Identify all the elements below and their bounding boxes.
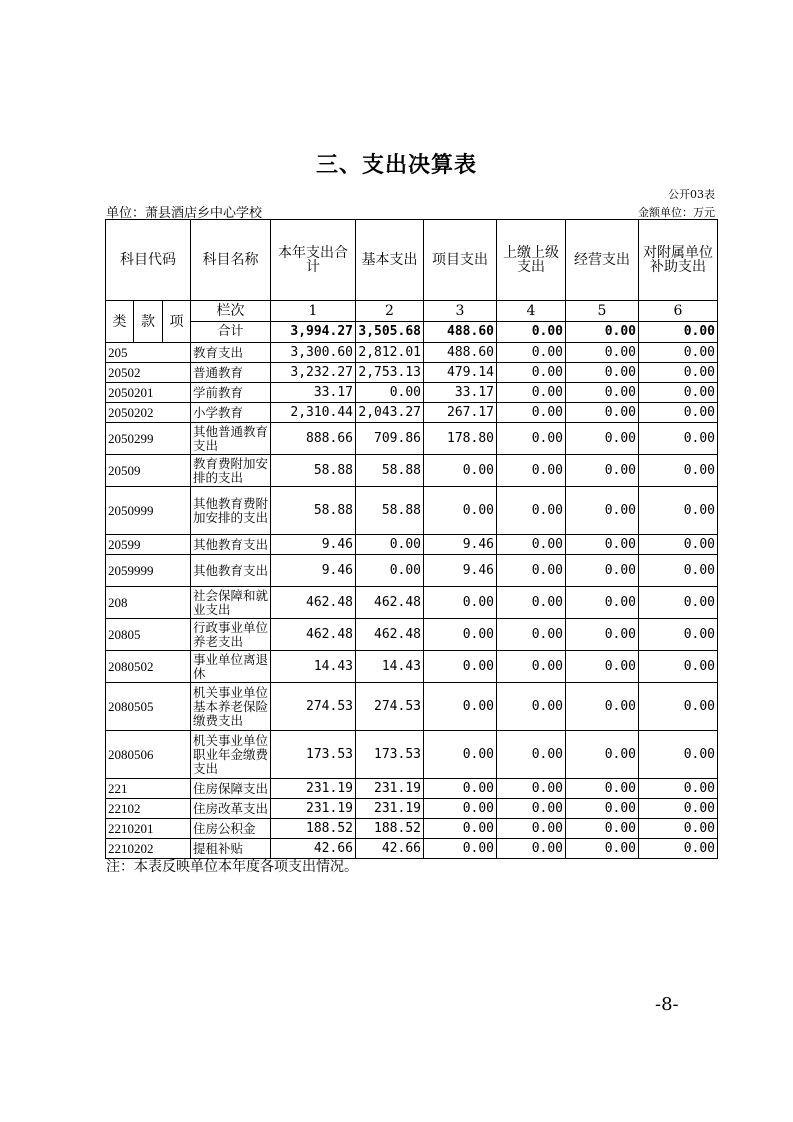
amount-cell-c4: 0.00 xyxy=(497,819,566,839)
subject-name-cell: 机关事业单位基本养老保险缴费支出 xyxy=(191,683,271,731)
amount-cell-c1: 188.52 xyxy=(271,819,356,839)
table-row xyxy=(106,535,718,555)
subject-code-cell: 208 xyxy=(106,587,191,619)
amount-cell-c1: 2,310.44 xyxy=(271,403,356,423)
subject-code-cell: 2050201 xyxy=(106,383,191,403)
amount-cell-c5: 0.00 xyxy=(566,555,639,587)
amount-cell-c5: 0.00 xyxy=(566,455,639,487)
amount-cell-c1: 231.19 xyxy=(271,799,356,819)
header-remit-superior: 上缴上级支出 xyxy=(497,220,566,301)
subject-code-cell: 2080505 xyxy=(106,683,191,731)
amount-cell-c4: 0.00 xyxy=(497,535,566,555)
amount-cell-c4: 0.00 xyxy=(497,683,566,731)
amount-cell-c6: 0.00 xyxy=(639,799,718,819)
page-title: 三、支出决算表 xyxy=(315,152,477,178)
subject-name-cell: 教育费附加安排的支出 xyxy=(191,455,271,487)
amount-cell-c5: 0.00 xyxy=(566,587,639,619)
amount-cell-c6: 0.00 xyxy=(639,455,718,487)
total-c4: 0.00 xyxy=(497,322,566,343)
amount-cell-c3: 0.00 xyxy=(424,587,497,619)
amount-cell-c2: 462.48 xyxy=(356,619,424,651)
table-row xyxy=(106,651,718,683)
reporting-unit: 单位：萧县酒店乡中心学校 xyxy=(106,206,263,221)
amount-cell-c1: 462.48 xyxy=(271,619,356,651)
subject-code-cell: 221 xyxy=(106,779,191,799)
total-c5: 0.00 xyxy=(566,322,639,343)
subject-code-cell: 2059999 xyxy=(106,555,191,587)
amount-cell-c4: 0.00 xyxy=(497,555,566,587)
amount-cell-c6: 0.00 xyxy=(639,619,718,651)
subject-code-cell: 20502 xyxy=(106,363,191,383)
amount-cell-c1: 3,232.27 xyxy=(271,363,356,383)
amount-cell-c1: 462.48 xyxy=(271,587,356,619)
amount-cell-c2: 58.88 xyxy=(356,455,424,487)
amount-cell-c3: 0.00 xyxy=(424,839,497,859)
amount-cell-c3: 267.17 xyxy=(424,403,497,423)
table-row xyxy=(106,619,718,651)
amount-cell-c2: 42.66 xyxy=(356,839,424,859)
amount-cell-c1: 3,300.60 xyxy=(271,343,356,363)
subject-code-cell: 205 xyxy=(106,343,191,363)
amount-cell-c4: 0.00 xyxy=(497,403,566,423)
currency-unit: 金额单位：万元 xyxy=(638,206,715,219)
amount-cell-c1: 274.53 xyxy=(271,683,356,731)
page-number: -8- xyxy=(655,994,679,1015)
amount-cell-c2: 2,043.27 xyxy=(356,403,424,423)
amount-cell-c2: 0.00 xyxy=(356,535,424,555)
amount-cell-c3: 0.00 xyxy=(424,683,497,731)
amount-cell-c4: 0.00 xyxy=(497,423,566,455)
table-row xyxy=(106,455,718,487)
amount-cell-c3: 0.00 xyxy=(424,619,497,651)
subject-name-cell: 教育支出 xyxy=(191,343,271,363)
table-row xyxy=(106,683,718,731)
header-subsidiary-subsidy: 对附属单位补助支出 xyxy=(639,220,718,301)
subject-name-cell: 社会保障和就业支出 xyxy=(191,587,271,619)
header-total-expenditure: 本年支出合计 xyxy=(271,220,356,301)
amount-cell-c5: 0.00 xyxy=(566,819,639,839)
amount-cell-c3: 0.00 xyxy=(424,455,497,487)
amount-cell-c1: 33.17 xyxy=(271,383,356,403)
subject-name-cell: 小学教育 xyxy=(191,403,271,423)
subject-name-cell: 行政事业单位养老支出 xyxy=(191,619,271,651)
amount-cell-c1: 42.66 xyxy=(271,839,356,859)
subject-code-cell: 2050999 xyxy=(106,487,191,535)
amount-cell-c2: 2,812.01 xyxy=(356,343,424,363)
subject-name-cell: 其他教育费附加安排的支出 xyxy=(191,487,271,535)
amount-cell-c6: 0.00 xyxy=(639,651,718,683)
column-number-row xyxy=(106,301,718,322)
amount-cell-c6: 0.00 xyxy=(639,731,718,779)
amount-cell-c6: 0.00 xyxy=(639,363,718,383)
table-row xyxy=(106,731,718,779)
amount-cell-c2: 0.00 xyxy=(356,555,424,587)
amount-cell-c3: 9.46 xyxy=(424,555,497,587)
table-row xyxy=(106,343,718,363)
subject-name-cell: 提租补贴 xyxy=(191,839,271,859)
amount-cell-c2: 0.00 xyxy=(356,383,424,403)
subject-name-cell: 其他普通教育支出 xyxy=(191,423,271,455)
header-project-expenditure: 项目支出 xyxy=(424,220,497,301)
table-row xyxy=(106,819,718,839)
amount-cell-c4: 0.00 xyxy=(497,779,566,799)
amount-cell-c2: 188.52 xyxy=(356,819,424,839)
amount-cell-c3: 0.00 xyxy=(424,731,497,779)
form-number: 公开03表 xyxy=(668,188,715,201)
amount-cell-c6: 0.00 xyxy=(639,403,718,423)
amount-cell-c3: 9.46 xyxy=(424,535,497,555)
subject-code-cell: 2050202 xyxy=(106,403,191,423)
amount-cell-c1: 58.88 xyxy=(271,487,356,535)
amount-cell-c5: 0.00 xyxy=(566,343,639,363)
amount-cell-c4: 0.00 xyxy=(497,487,566,535)
amount-cell-c2: 58.88 xyxy=(356,487,424,535)
total-c3: 488.60 xyxy=(424,322,497,343)
amount-cell-c5: 0.00 xyxy=(566,403,639,423)
col-num-2: 2 xyxy=(356,301,424,322)
amount-cell-c6: 0.00 xyxy=(639,779,718,799)
amount-cell-c3: 0.00 xyxy=(424,799,497,819)
total-c6: 0.00 xyxy=(639,322,718,343)
amount-cell-c5: 0.00 xyxy=(566,535,639,555)
amount-cell-c5: 0.00 xyxy=(566,363,639,383)
amount-cell-c5: 0.00 xyxy=(566,683,639,731)
amount-cell-c6: 0.00 xyxy=(639,555,718,587)
total-row xyxy=(106,322,718,343)
subject-code-cell: 2210202 xyxy=(106,839,191,859)
amount-cell-c5: 0.00 xyxy=(566,799,639,819)
amount-cell-c4: 0.00 xyxy=(497,343,566,363)
amount-cell-c5: 0.00 xyxy=(566,423,639,455)
expenditure-table xyxy=(105,219,718,859)
amount-cell-c2: 14.43 xyxy=(356,651,424,683)
amount-cell-c4: 0.00 xyxy=(497,839,566,859)
amount-cell-c6: 0.00 xyxy=(639,383,718,403)
header-subject-code: 科目代码 xyxy=(106,220,191,301)
table-row xyxy=(106,487,718,535)
amount-cell-c2: 709.86 xyxy=(356,423,424,455)
subject-code-cell: 2080502 xyxy=(106,651,191,683)
subject-code-cell: 20509 xyxy=(106,455,191,487)
amount-cell-c5: 0.00 xyxy=(566,651,639,683)
amount-cell-c3: 178.80 xyxy=(424,423,497,455)
amount-cell-c5: 0.00 xyxy=(566,383,639,403)
header-kuan: 款 xyxy=(134,301,163,343)
total-c2: 3,505.68 xyxy=(356,322,424,343)
amount-cell-c5: 0.00 xyxy=(566,731,639,779)
amount-cell-c2: 173.53 xyxy=(356,731,424,779)
subject-name-cell: 学前教育 xyxy=(191,383,271,403)
amount-cell-c1: 14.43 xyxy=(271,651,356,683)
amount-cell-c6: 0.00 xyxy=(639,343,718,363)
amount-cell-c4: 0.00 xyxy=(497,651,566,683)
amount-cell-c4: 0.00 xyxy=(497,363,566,383)
amount-cell-c6: 0.00 xyxy=(639,839,718,859)
amount-cell-c6: 0.00 xyxy=(639,535,718,555)
amount-cell-c3: 0.00 xyxy=(424,779,497,799)
subject-name-cell: 住房改革支出 xyxy=(191,799,271,819)
subject-code-cell: 20599 xyxy=(106,535,191,555)
col-num-3: 3 xyxy=(424,301,497,322)
amount-cell-c5: 0.00 xyxy=(566,487,639,535)
amount-cell-c6: 0.00 xyxy=(639,683,718,731)
total-label: 合计 xyxy=(191,322,271,343)
amount-cell-c4: 0.00 xyxy=(497,619,566,651)
subject-name-cell: 住房公积金 xyxy=(191,819,271,839)
table-row xyxy=(106,779,718,799)
amount-cell-c2: 231.19 xyxy=(356,779,424,799)
subject-name-cell: 其他教育支出 xyxy=(191,535,271,555)
amount-cell-c5: 0.00 xyxy=(566,839,639,859)
amount-cell-c5: 0.00 xyxy=(566,779,639,799)
col-num-6: 6 xyxy=(639,301,718,322)
amount-cell-c2: 2,753.13 xyxy=(356,363,424,383)
amount-cell-c1: 9.46 xyxy=(271,555,356,587)
table-row xyxy=(106,403,718,423)
header-lei: 类 xyxy=(106,301,134,343)
subject-code-cell: 2050299 xyxy=(106,423,191,455)
amount-cell-c2: 231.19 xyxy=(356,799,424,819)
amount-cell-c5: 0.00 xyxy=(566,619,639,651)
amount-cell-c3: 479.14 xyxy=(424,363,497,383)
header-operating-expenditure: 经营支出 xyxy=(566,220,639,301)
header-basic-expenditure: 基本支出 xyxy=(356,220,424,301)
amount-cell-c4: 0.00 xyxy=(497,587,566,619)
amount-cell-c3: 0.00 xyxy=(424,819,497,839)
subject-code-cell: 22102 xyxy=(106,799,191,819)
total-c1: 3,994.27 xyxy=(271,322,356,343)
footnote: 注：本表反映单位本年度各项支出情况。 xyxy=(106,859,358,875)
amount-cell-c1: 231.19 xyxy=(271,779,356,799)
amount-cell-c6: 0.00 xyxy=(639,423,718,455)
amount-cell-c6: 0.00 xyxy=(639,487,718,535)
subject-code-cell: 2210201 xyxy=(106,819,191,839)
table-row xyxy=(106,555,718,587)
amount-cell-c2: 274.53 xyxy=(356,683,424,731)
amount-cell-c2: 462.48 xyxy=(356,587,424,619)
amount-cell-c4: 0.00 xyxy=(497,383,566,403)
amount-cell-c3: 0.00 xyxy=(424,487,497,535)
header-row xyxy=(106,220,718,301)
header-lanci: 栏次 xyxy=(191,301,271,322)
amount-cell-c3: 488.60 xyxy=(424,343,497,363)
header-subject-name: 科目名称 xyxy=(191,220,271,301)
subject-code-cell: 20805 xyxy=(106,619,191,651)
subject-name-cell: 普通教育 xyxy=(191,363,271,383)
table-row xyxy=(106,423,718,455)
subject-name-cell: 其他教育支出 xyxy=(191,555,271,587)
col-num-5: 5 xyxy=(566,301,639,322)
amount-cell-c6: 0.00 xyxy=(639,819,718,839)
amount-cell-c1: 58.88 xyxy=(271,455,356,487)
table-body xyxy=(106,343,718,859)
subject-name-cell: 事业单位离退休 xyxy=(191,651,271,683)
header-xiang: 项 xyxy=(163,301,191,343)
amount-cell-c3: 33.17 xyxy=(424,383,497,403)
subject-name-cell: 住房保障支出 xyxy=(191,779,271,799)
amount-cell-c4: 0.00 xyxy=(497,731,566,779)
col-num-1: 1 xyxy=(271,301,356,322)
table-row xyxy=(106,799,718,819)
amount-cell-c4: 0.00 xyxy=(497,799,566,819)
amount-cell-c1: 173.53 xyxy=(271,731,356,779)
table-row xyxy=(106,383,718,403)
amount-cell-c1: 888.66 xyxy=(271,423,356,455)
amount-cell-c1: 9.46 xyxy=(271,535,356,555)
subject-code-cell: 2080506 xyxy=(106,731,191,779)
col-num-4: 4 xyxy=(497,301,566,322)
table-row xyxy=(106,587,718,619)
amount-cell-c6: 0.00 xyxy=(639,587,718,619)
amount-cell-c4: 0.00 xyxy=(497,455,566,487)
amount-cell-c3: 0.00 xyxy=(424,651,497,683)
subject-name-cell: 机关事业单位职业年金缴费支出 xyxy=(191,731,271,779)
table-row xyxy=(106,363,718,383)
